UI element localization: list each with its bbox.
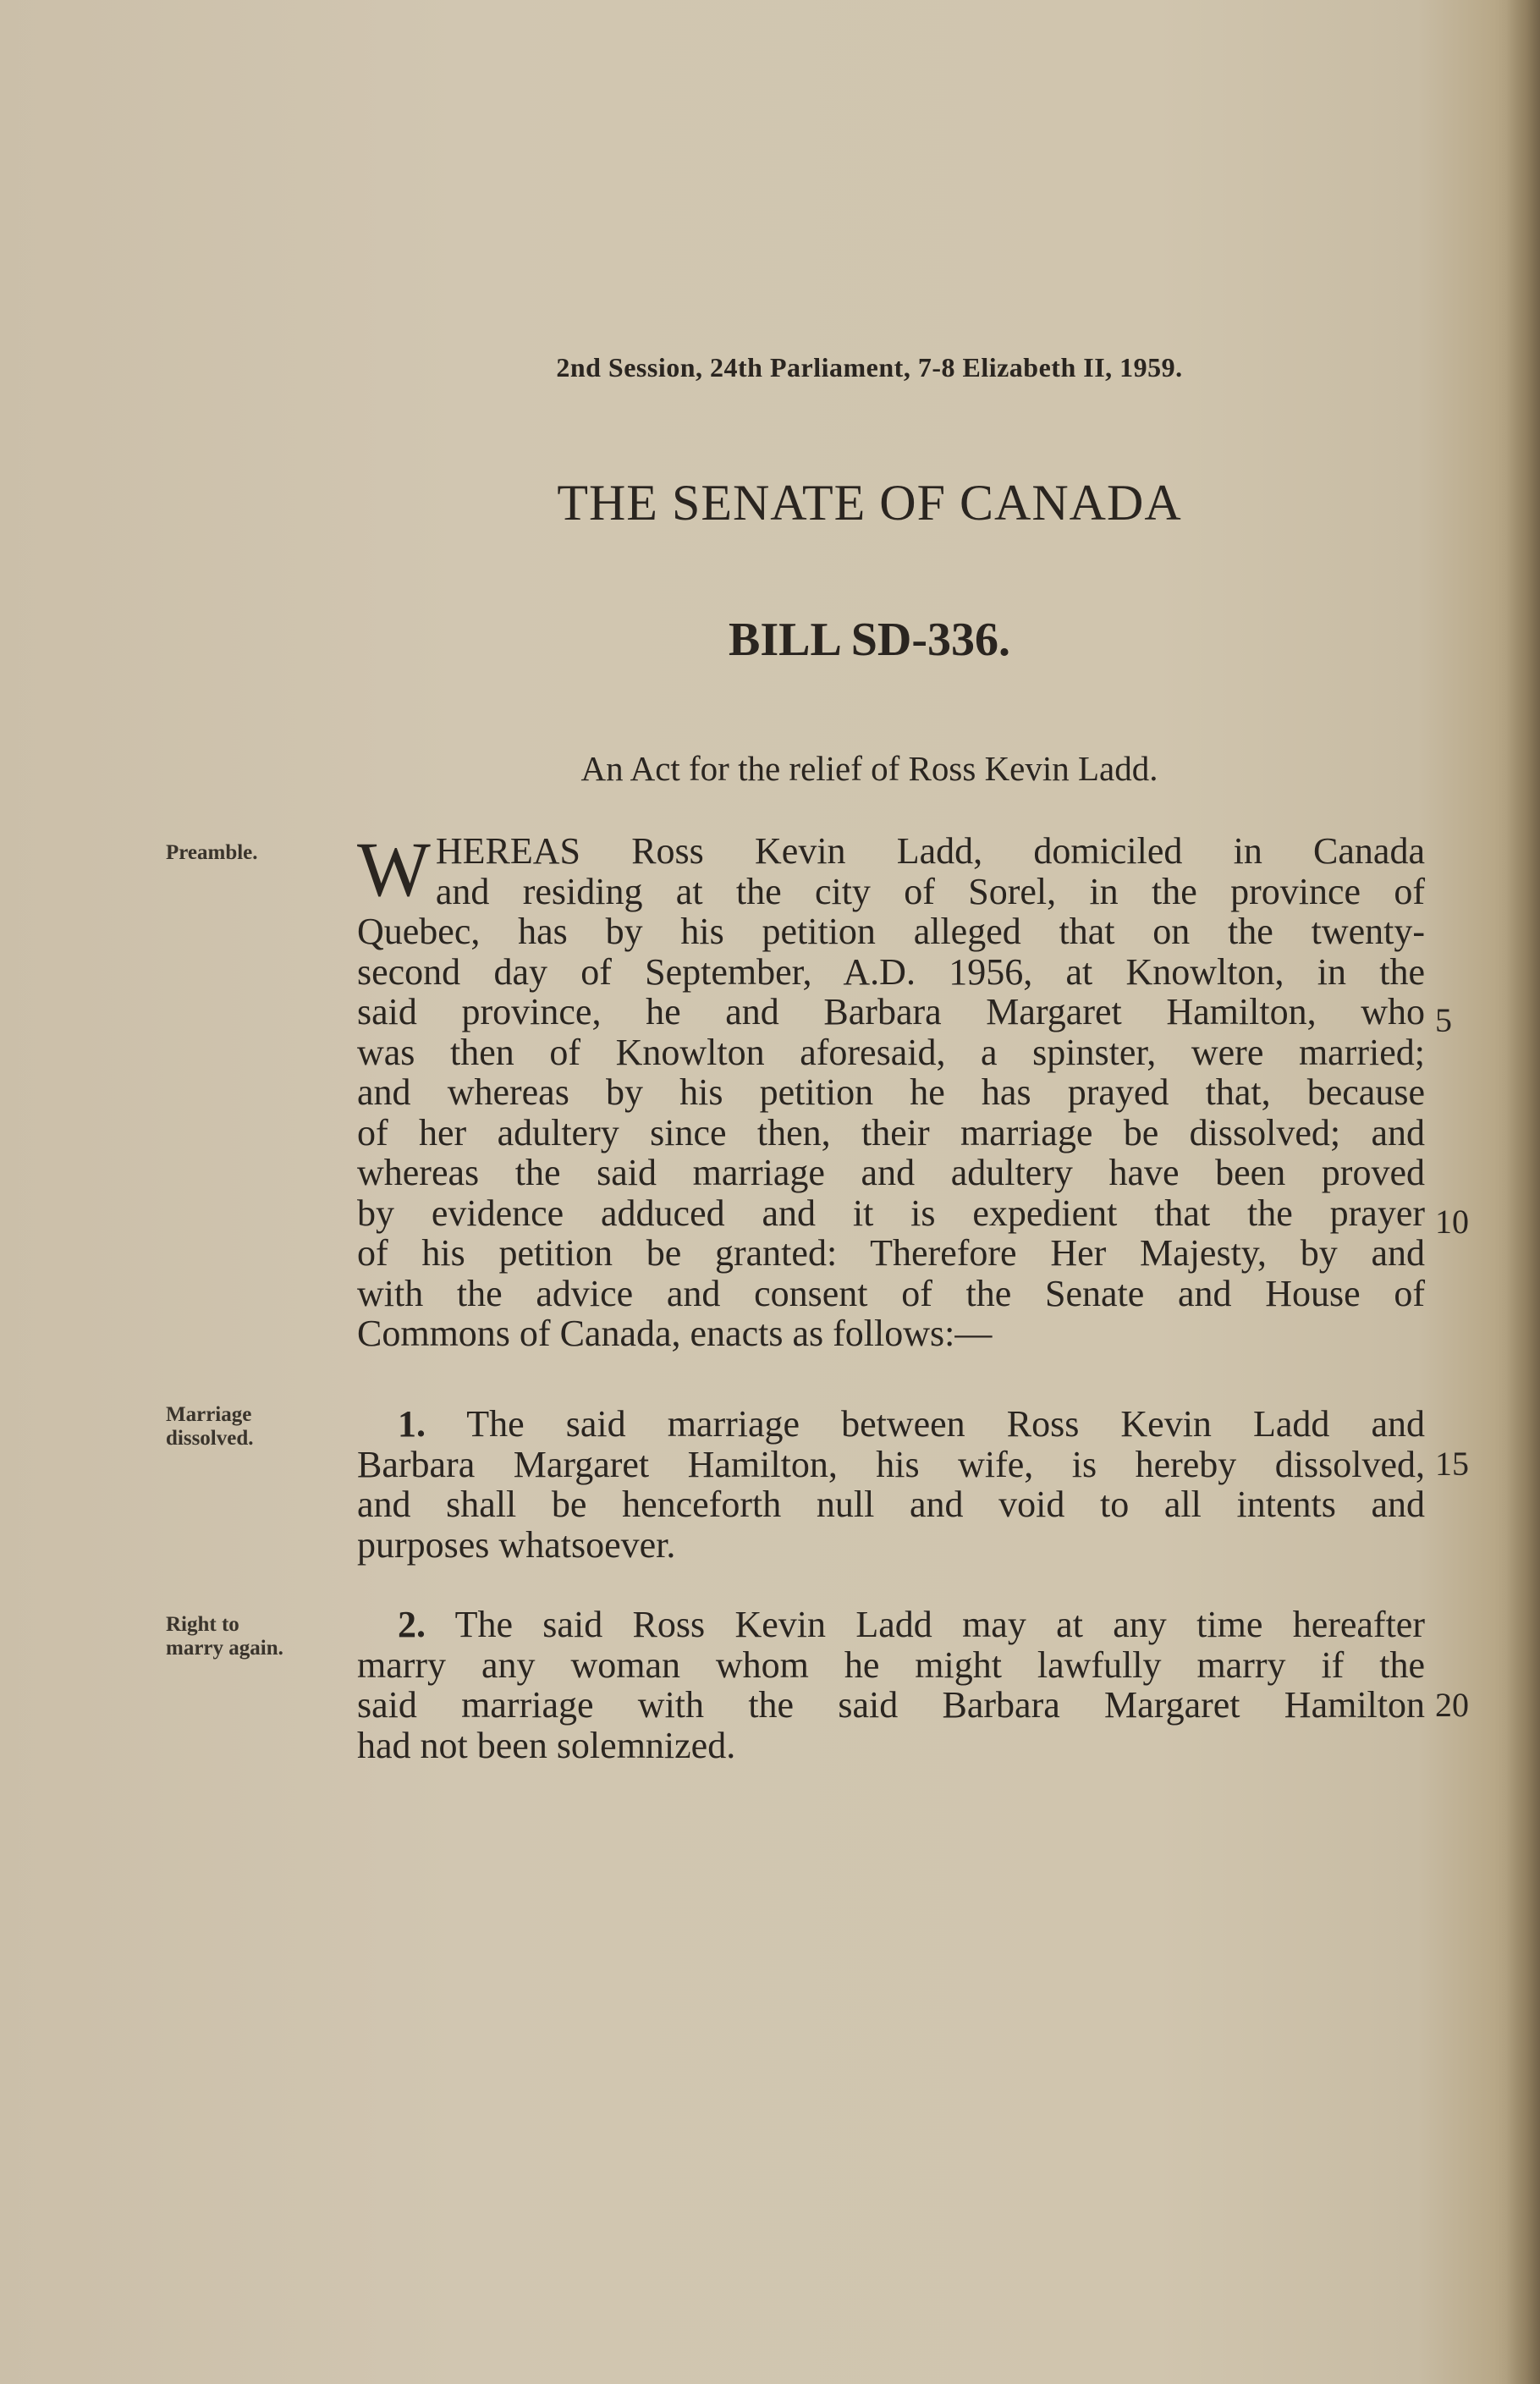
margin-note-right-to-marry: Right to marry again.: [166, 1613, 283, 1660]
bill-number: BILL SD-336.: [729, 614, 1010, 666]
section-1-text: 1. The said marriage between Ross Kevin Ladd and Barbara Margaret Hamilton, his wife, is hereby dissolved, and shall be henceforth null and void to all intents and purposes whatsoever.: [357, 1403, 1425, 1566]
session-line: 2nd Session, 24th Parliament, 7-8 Elizabeth II, 1959.: [556, 352, 1183, 383]
line-number: 5: [1435, 1001, 1452, 1039]
preamble-text: W HEREAS Ross Kevin Ladd, domiciled in Canada and residing at the city of Sorel, in the province of Quebec, has by his petition alleged that on the twenty- second day of September, A.D. 1956, at Knowlton, in the said province, he and Barbara Margaret Hamilton, who was then of Knowlton aforesaid, a spinster, were married; and whereas by his petition he has prayed that, because of her adultery since then, their marriage be dissolved; and whereas the said marriage and adultery have been proved by evidence adduced and it is expedient that the prayer of his petition be granted: Therefore Her Majesty, by and with the advice and consent of the Senate and House of Commons of Canada, enacts as follows:—: [357, 826, 1425, 1354]
act-title: An Act for the relief of Ross Kevin Ladd.: [580, 749, 1158, 788]
section-1-number: 1.: [398, 1403, 426, 1445]
line-number: 15: [1435, 1445, 1469, 1483]
drop-cap: W: [357, 826, 431, 912]
chamber-title: THE SENATE OF CANADA: [557, 475, 1182, 531]
line-number: 10: [1435, 1203, 1469, 1241]
section-2-text: 2. The said Ross Kevin Ladd may at any time hereafter marry any woman whom he might lawfully marry if the said marriage with the said Barbara Margaret Hamilton had not been solemnized.: [357, 1604, 1425, 1766]
line-number: 20: [1435, 1686, 1469, 1724]
margin-note-preamble: Preamble.: [166, 841, 258, 864]
section-2-number: 2.: [398, 1604, 426, 1645]
margin-note-marriage-dissolved: Marriage dissolved.: [166, 1403, 254, 1450]
